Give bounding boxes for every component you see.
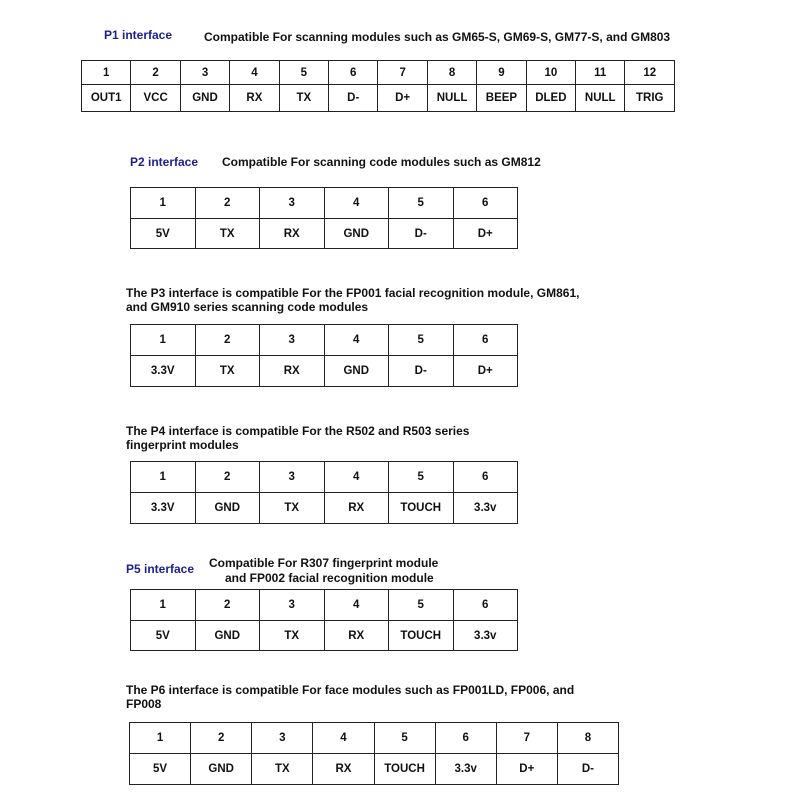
pin-label-cell: 3.3V [131,493,196,524]
pin-number-cell: 3 [252,723,313,754]
pin-label-cell: GND [324,356,389,387]
pin-number-row [131,325,518,356]
pin-number-cell: 3 [260,325,325,356]
p5-description-line-2: and FP002 facial recognition module [225,571,434,585]
pin-label-cell: 5V [130,754,191,785]
pin-number-cell: 4 [313,723,374,754]
pin-label-cell: RX [260,356,325,387]
pin-number-cell: 3 [260,590,325,621]
pin-label-cell: TOUCH [374,754,435,785]
pin-label-cell: 5V [131,219,196,249]
pin-label-row [131,219,518,249]
pin-label-cell: DLED [526,85,575,112]
pin-label-cell: TX [195,219,260,249]
pin-number-row [131,590,518,621]
pin-number-cell: 1 [131,325,196,356]
pin-label-cell: GND [195,493,260,524]
pin-label-row [82,85,675,112]
pin-label-cell: TX [195,356,260,387]
pin-label-row [130,754,619,785]
pin-number-row [82,61,675,85]
pin-label-cell: OUT1 [82,85,131,112]
pin-number-cell: 7 [378,61,427,85]
pin-number-cell: 5 [389,462,454,493]
pin-label-cell: 3.3v [453,493,518,524]
p3-pin-table [130,324,518,387]
pin-number-cell: 3 [180,61,229,85]
pin-label-cell: 5V [131,621,196,651]
pin-label-cell: TX [260,493,325,524]
pin-label-cell: TX [279,85,328,112]
p4-description-line-1: The P4 interface is compatible For the R502 and R503 series [126,424,470,438]
pin-number-cell: 5 [374,723,435,754]
pin-label-cell: RX [260,219,325,249]
pin-label-cell: TRIG [625,85,675,112]
pin-number-cell: 6 [329,61,378,85]
pin-label-cell: D+ [378,85,427,112]
pin-number-cell: 1 [130,723,191,754]
p4-description-line-2: fingerprint modules [126,438,239,452]
pin-label-cell: TX [260,621,325,651]
pin-label-cell: D- [329,85,378,112]
pin-number-cell: 1 [82,61,131,85]
pin-number-cell: 1 [131,590,196,621]
pin-number-cell: 3 [260,462,325,493]
pin-number-cell: 1 [131,188,196,219]
pin-number-cell: 4 [230,61,279,85]
pin-number-cell: 6 [453,590,518,621]
pin-label-cell: 3.3v [453,621,518,651]
pin-number-cell: 12 [625,61,675,85]
pin-number-cell: 10 [526,61,575,85]
p1-interface-title: P1 interface [104,28,173,42]
pin-label-cell: GND [191,754,252,785]
pin-label-cell: TOUCH [389,621,454,651]
pin-number-cell: 6 [453,188,518,219]
pin-number-row [131,462,518,493]
pin-number-cell: 5 [389,590,454,621]
pin-number-row [131,188,518,219]
pin-label-row [131,356,518,387]
pin-number-cell: 4 [324,462,389,493]
pin-number-cell: 4 [324,188,389,219]
p3-description-line-1: The P3 interface is compatible For the FP001 facial recognition module, GM861, [126,286,580,300]
p2-compatibility-text: Compatible For scanning code modules such as GM812 [222,155,541,169]
pin-label-cell: TOUCH [389,493,454,524]
p2-interface-title: P2 interface [130,155,199,169]
pin-label-cell: 3.3V [131,356,196,387]
pin-number-cell: 2 [195,188,260,219]
pin-label-cell: D- [557,754,618,785]
pin-label-cell: NULL [576,85,625,112]
pin-label-cell: GND [195,621,260,651]
p5-pin-table [130,589,518,651]
p1-compatibility-text: Compatible For scanning modules such as GM65-S, GM69-S, GM77-S, and GM803 [204,30,671,44]
pin-label-cell: NULL [427,85,476,112]
pin-number-cell: 7 [496,723,557,754]
p1-pin-table [81,60,675,112]
pin-label-cell: D+ [453,219,518,249]
pin-number-cell: 4 [324,590,389,621]
pin-number-cell: 5 [389,325,454,356]
pin-label-cell: D+ [496,754,557,785]
pin-number-cell: 6 [453,462,518,493]
pin-label-row [131,493,518,524]
p3-description-line-2: and GM910 series scanning code modules [126,300,369,314]
pin-number-cell: 8 [427,61,476,85]
pin-number-cell: 1 [131,462,196,493]
pin-number-cell: 2 [131,61,180,85]
pin-label-cell: D- [389,219,454,249]
p5-interface-title: P5 interface [126,562,195,576]
pin-label-cell: GND [324,219,389,249]
p5-description-line-1: Compatible For R307 fingerprint module [209,556,439,570]
pin-number-cell: 4 [324,325,389,356]
pin-number-cell: 6 [453,325,518,356]
pin-number-cell: 5 [389,188,454,219]
p4-pin-table [130,461,518,524]
pin-label-row [131,621,518,651]
pin-number-cell: 2 [195,462,260,493]
pin-label-cell: BEEP [477,85,526,112]
pin-number-cell: 9 [477,61,526,85]
pin-number-cell: 3 [260,188,325,219]
p2-pin-table [130,187,518,249]
p6-pin-table [129,722,619,785]
pin-label-cell: 3.3v [435,754,496,785]
pin-label-cell: D- [389,356,454,387]
pin-number-cell: 6 [435,723,496,754]
pin-number-row [130,723,619,754]
pin-label-cell: RX [230,85,279,112]
p6-description-line-2: FP008 [126,697,162,711]
pin-label-cell: RX [324,621,389,651]
pin-number-cell: 8 [557,723,618,754]
pin-label-cell: TX [252,754,313,785]
pin-label-cell: VCC [131,85,180,112]
pin-number-cell: 11 [576,61,625,85]
pin-label-cell: GND [180,85,229,112]
pin-number-cell: 2 [191,723,252,754]
pin-number-cell: 5 [279,61,328,85]
pin-label-cell: RX [313,754,374,785]
pin-label-cell: D+ [453,356,518,387]
pin-label-cell: RX [324,493,389,524]
pin-number-cell: 2 [195,590,260,621]
pin-number-cell: 2 [195,325,260,356]
p6-description-line-1: The P6 interface is compatible For face modules such as FP001LD, FP006, and [126,683,575,697]
